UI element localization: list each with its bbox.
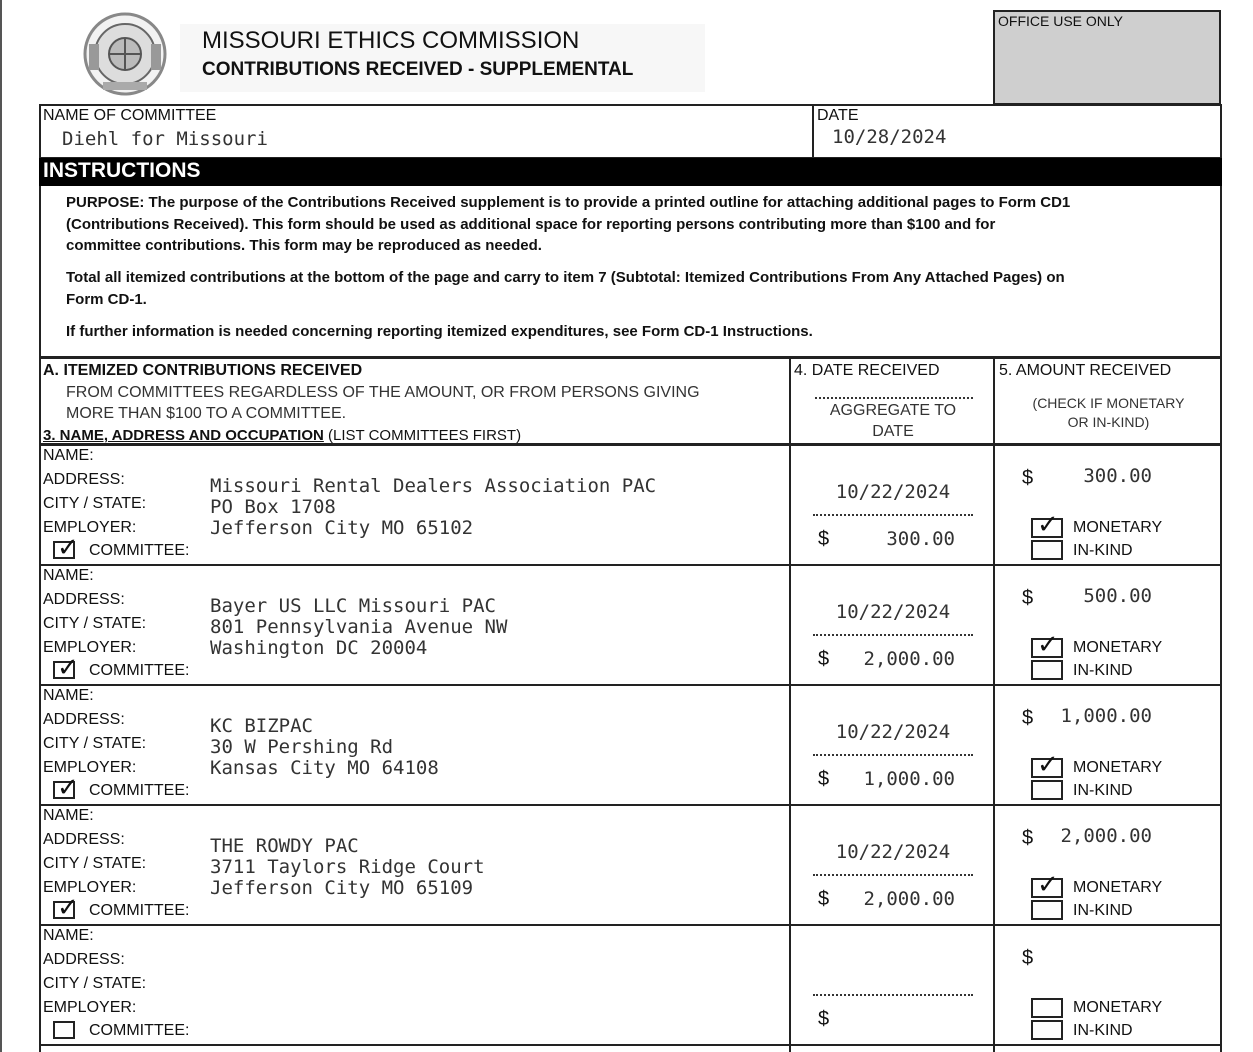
- in-kind-label: IN-KIND: [1073, 902, 1133, 919]
- date-field[interactable]: 10/28/2024: [832, 126, 947, 148]
- in-kind-checkbox[interactable]: [1031, 1020, 1063, 1040]
- amount-dollar-sign: $: [1022, 947, 1034, 969]
- aggregate-dollar-sign: $: [818, 1008, 830, 1030]
- monetary-label: MONETARY: [1073, 879, 1163, 896]
- contributor-city-state[interactable]: Jefferson City MO 65109: [210, 877, 474, 899]
- label-committee: COMMITTEE:: [89, 542, 190, 559]
- contributor-name[interactable]: KC BIZPAC: [210, 715, 313, 737]
- date-received[interactable]: 10/22/2024: [835, 721, 951, 743]
- label-committee: COMMITTEE:: [89, 902, 190, 919]
- label-employer: EMPLOYER:: [43, 879, 137, 896]
- in-kind-label: IN-KIND: [1073, 1022, 1133, 1039]
- label-name: NAME:: [43, 687, 94, 704]
- label-employer: EMPLOYER:: [43, 639, 137, 656]
- label-name: NAME:: [43, 447, 94, 464]
- date-label: DATE: [817, 107, 859, 124]
- aggregate-dollar-sign: $: [818, 648, 830, 670]
- committee-name-field[interactable]: Diehl for Missouri: [62, 128, 268, 150]
- monetary-label: MONETARY: [1073, 639, 1163, 656]
- purpose-line-3: committee contributions. This form may be reproduced as needed.: [66, 237, 542, 254]
- label-employer: EMPLOYER:: [43, 759, 137, 776]
- amount-received[interactable]: 2,000.00: [1060, 825, 1152, 847]
- section-a-desc-1: FROM COMMITTEES REGARDLESS OF THE AMOUNT, OR FROM PERSONS GIVING: [66, 384, 700, 401]
- label-city-state: CITY / STATE:: [43, 735, 147, 752]
- contributor-address[interactable]: 3711 Taylors Ridge Court: [210, 856, 485, 878]
- check-icon: ✓: [1037, 870, 1059, 900]
- monetary-label: MONETARY: [1073, 999, 1163, 1016]
- in-kind-checkbox[interactable]: [1031, 660, 1063, 680]
- contributor-name[interactable]: Missouri Rental Dealers Association PAC: [210, 475, 657, 497]
- label-committee: COMMITTEE:: [89, 782, 190, 799]
- date-received[interactable]: 10/22/2024: [835, 601, 951, 623]
- label-employer: EMPLOYER:: [43, 519, 137, 536]
- date-received[interactable]: 10/22/2024: [835, 841, 951, 863]
- check-icon: ✓: [57, 533, 79, 563]
- monetary-label: MONETARY: [1073, 519, 1163, 536]
- page-edge: [0, 0, 2, 1052]
- contributor-name[interactable]: THE ROWDY PAC: [210, 835, 359, 857]
- aggregate-dollar-sign: $: [818, 528, 830, 550]
- contributor-city-state[interactable]: Washington DC 20004: [210, 637, 428, 659]
- amount-dollar-sign: $: [1022, 707, 1034, 729]
- total-line-2: Form CD-1.: [66, 291, 147, 308]
- committee-checkbox[interactable]: [53, 1021, 75, 1039]
- in-kind-label: IN-KIND: [1073, 542, 1133, 559]
- committee-checkbox[interactable]: [53, 533, 79, 563]
- contributor-name[interactable]: Bayer US LLC Missouri PAC: [210, 595, 496, 617]
- col3-heading-rest: (LIST COMMITTEES FIRST): [323, 427, 522, 444]
- committee-name-label: NAME OF COMMITTEE: [43, 107, 217, 124]
- form-title: CONTRIBUTIONS RECEIVED - SUPPLEMENTAL: [202, 59, 634, 80]
- label-committee: COMMITTEE:: [89, 662, 190, 679]
- in-kind-label: IN-KIND: [1073, 782, 1133, 799]
- contributor-address[interactable]: 30 W Pershing Rd: [210, 736, 394, 758]
- aggregate-to-date[interactable]: 1,000.00: [863, 768, 955, 790]
- monetary-checkbox[interactable]: [1031, 870, 1063, 900]
- monetary-checkbox[interactable]: [1031, 750, 1063, 780]
- check-icon: ✓: [57, 653, 79, 683]
- check-icon: ✓: [1037, 630, 1059, 660]
- contributor-city-state[interactable]: Kansas City MO 64108: [210, 757, 439, 779]
- label-name: NAME:: [43, 927, 94, 944]
- amount-received[interactable]: 500.00: [1083, 585, 1152, 607]
- agency-title: MISSOURI ETHICS COMMISSION: [202, 27, 580, 54]
- col4-heading: 4. DATE RECEIVED: [794, 362, 940, 379]
- further-info-text: If further information is needed concerning reporting itemized expenditures, see Form CD-1 Instructions.: [66, 323, 813, 340]
- monetary-checkbox[interactable]: [1031, 630, 1063, 660]
- section-a-title: A. ITEMIZED CONTRIBUTIONS RECEIVED: [43, 362, 363, 379]
- col5-heading: 5. AMOUNT RECEIVED: [999, 362, 1172, 379]
- state-seal: [75, 10, 175, 98]
- in-kind-checkbox[interactable]: [1031, 540, 1063, 560]
- amount-received[interactable]: 300.00: [1083, 465, 1152, 487]
- label-address: ADDRESS:: [43, 711, 125, 728]
- amount-dollar-sign: $: [1022, 467, 1034, 489]
- check-icon: ✓: [1037, 510, 1059, 540]
- monetary-checkbox[interactable]: [1031, 998, 1063, 1018]
- committee-checkbox[interactable]: [53, 893, 79, 923]
- label-address: ADDRESS:: [43, 471, 125, 488]
- date-received[interactable]: 10/22/2024: [835, 481, 951, 503]
- col4-sub-1: AGGREGATE TO: [829, 402, 957, 419]
- instructions-heading: INSTRUCTIONS: [43, 159, 201, 182]
- label-city-state: CITY / STATE:: [43, 975, 147, 992]
- monetary-label: MONETARY: [1073, 759, 1163, 776]
- col3-heading: [43, 427, 521, 444]
- table-bottom-line: [39, 1044, 1222, 1046]
- col4-sub-2: DATE: [872, 423, 914, 440]
- aggregate-to-date[interactable]: 2,000.00: [863, 888, 955, 910]
- aggregate-dollar-sign: $: [818, 768, 830, 790]
- col5-sub-1: (CHECK IF MONETARY: [1032, 395, 1185, 411]
- monetary-checkbox[interactable]: [1031, 510, 1063, 540]
- committee-checkbox[interactable]: [53, 773, 79, 803]
- label-name: NAME:: [43, 567, 94, 584]
- contributor-address[interactable]: 801 Pennsylvania Avenue NW: [210, 616, 508, 638]
- instructions-bar: [39, 158, 1222, 186]
- col5-sub-2: OR IN-KIND): [1067, 414, 1150, 430]
- in-kind-label: IN-KIND: [1073, 662, 1133, 679]
- label-name: NAME:: [43, 807, 94, 824]
- in-kind-checkbox[interactable]: [1031, 780, 1063, 800]
- section-a-desc-2: MORE THAN $100 TO A COMMITTEE.: [66, 405, 347, 422]
- label-city-state: CITY / STATE:: [43, 495, 147, 512]
- contributor-city-state[interactable]: Jefferson City MO 65102: [210, 517, 474, 539]
- committee-checkbox[interactable]: [53, 653, 79, 683]
- check-icon: ✓: [1037, 750, 1059, 780]
- label-address: ADDRESS:: [43, 591, 125, 608]
- label-city-state: CITY / STATE:: [43, 615, 147, 632]
- label-address: ADDRESS:: [43, 831, 125, 848]
- aggregate-to-date[interactable]: 300.00: [886, 528, 955, 550]
- total-text: [66, 267, 1065, 311]
- purpose-text: [66, 192, 1070, 257]
- purpose-line-1: PURPOSE: The purpose of the Contributions Received supplement is to provide a printed outline for attaching additional pages to Form CD1: [66, 194, 1071, 211]
- in-kind-checkbox[interactable]: [1031, 900, 1063, 920]
- amount-dollar-sign: $: [1022, 587, 1034, 609]
- total-line-1: Total all itemized contributions at the bottom of the page and carry to item 7 (Subtotal: Itemized Contributions From Any Attached Pages) on: [66, 269, 1065, 286]
- label-address: ADDRESS:: [43, 951, 125, 968]
- check-icon: ✓: [57, 773, 79, 803]
- label-committee: COMMITTEE:: [89, 1022, 190, 1039]
- office-use-label: OFFICE USE ONLY: [998, 13, 1123, 29]
- aggregate-to-date[interactable]: 2,000.00: [863, 648, 955, 670]
- amount-received[interactable]: 1,000.00: [1060, 705, 1152, 727]
- label-employer: EMPLOYER:: [43, 999, 137, 1016]
- contributor-address[interactable]: PO Box 1708: [210, 496, 336, 518]
- amount-dollar-sign: $: [1022, 827, 1034, 849]
- purpose-line-2: (Contributions Received). This form should be used as additional space for reporting persons contributing more than $100 and for: [66, 215, 996, 233]
- check-icon: ✓: [57, 893, 79, 923]
- aggregate-dollar-sign: $: [818, 888, 830, 910]
- col3-heading-bold: 3. NAME, ADDRESS AND OCCUPATION: [43, 427, 324, 444]
- label-city-state: CITY / STATE:: [43, 855, 147, 872]
